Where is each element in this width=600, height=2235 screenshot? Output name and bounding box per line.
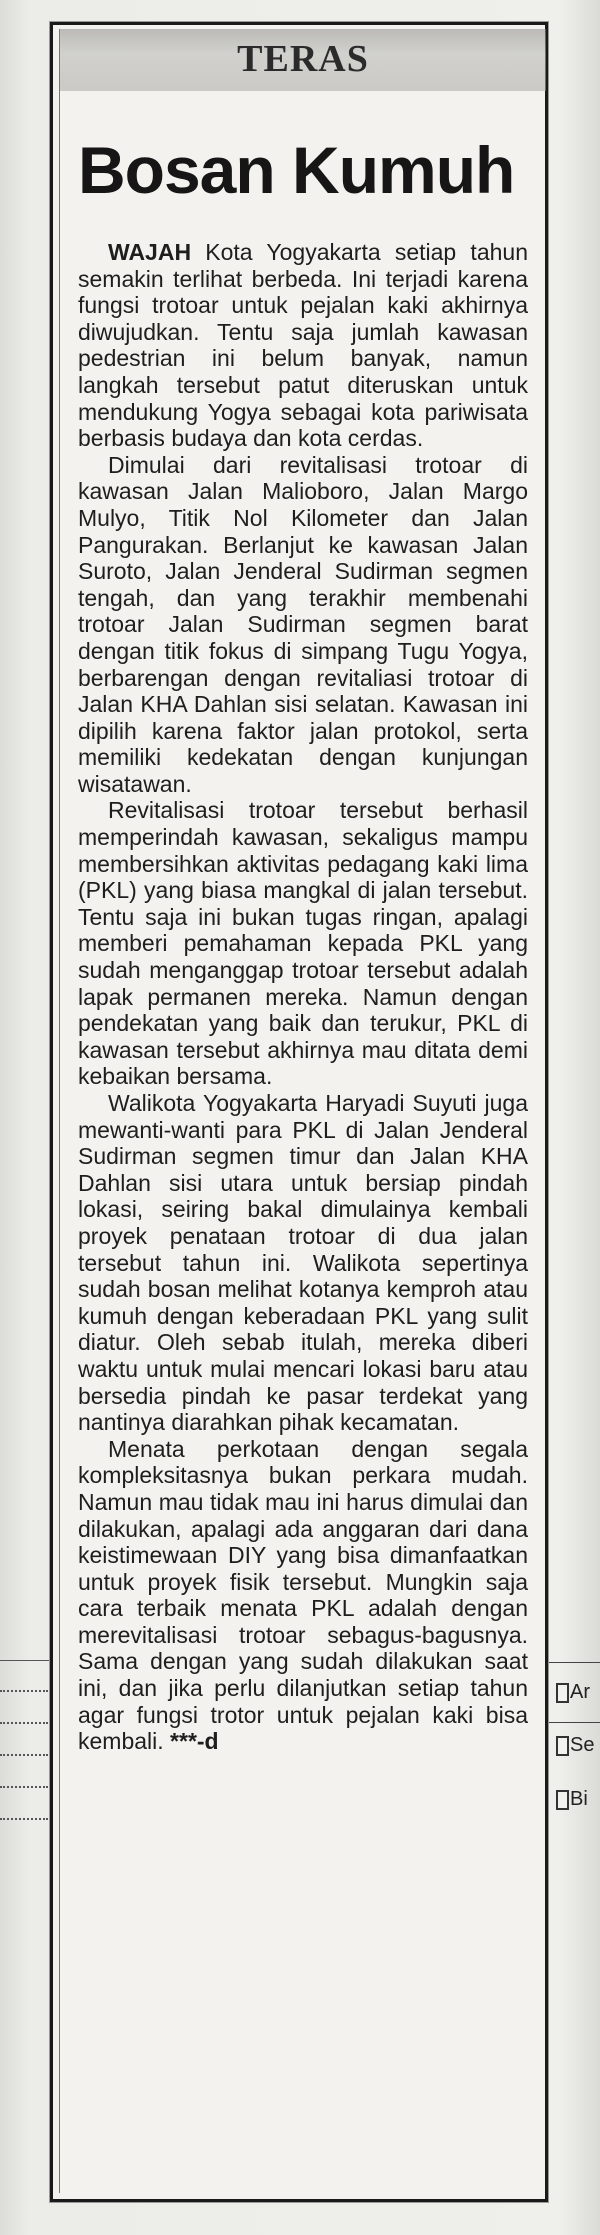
side-fragment-label: Ar: [570, 1681, 590, 1703]
author-signature: ***-d: [170, 1728, 219, 1755]
headline: Bosan Kumuh: [78, 133, 515, 207]
paragraph-4: Walikota Yogyakarta Haryadi Suyuti juga mewanti-wanti para PKL di Jalan Jenderal Sudirman segmen timur dan Jalan KHA Dahlan sisi utara untuk bersiap pindah lokasi, seiring bakal dimulainya kembali proyek penataan trotoar di dua jalan tersebut tahun ini. Walikota sepertinya sudah bosan melihat kotanya kemproh atau kumuh dengan keberadaan PKL yang sulit diatur. Oleh sebab itulah, mereka diberi waktu untuk mulai mencari lokasi baru atau bersedia pindah ke pasar terdekat yang nantinya diarahkan pihak kecamatan.: [78, 1090, 528, 1436]
rubric-title: TERAS: [237, 38, 369, 80]
side-fragment-label: Bi: [570, 1788, 588, 1810]
right-rule: [548, 1662, 600, 1663]
checkbox-icon: [556, 1683, 569, 1703]
right-rule: [548, 1722, 600, 1723]
paragraph-1: [78, 239, 528, 452]
article-body: [78, 239, 528, 1755]
lead-word: WAJAH: [108, 239, 192, 265]
paragraph-3: Revitalisasi trotoar tersebut berhasil memperindah kawasan, sekaligus mampu membersihkan aktivitas pedagang kaki lima (PKL) yang biasa mangkal di jalan tersebut. Tentu saja ini bukan tugas ringan, apalagi memberi pemahaman kepada PKL yang sudah menganggap trotoar tersebut adalah lapak permanen mereka. Namun dengan pendekatan yang baik dan terukur, PKL di kawasan tersebut akhirnya mau ditata demi kebaikan bersama.: [78, 797, 528, 1090]
checkbox-icon: [556, 1790, 569, 1810]
paragraph-2: Dimulai dari revitalisasi trotoar di kawasan Jalan Malioboro, Jalan Margo Mulyo, Titik Nol Kilometer dan Jalan Pangurakan. Berlanjut ke kawasan Jalan Suroto, Jalan Jenderal Sudirman segmen tengah, dan yang terakhir membenahi trotoar Jalan Sudirman segmen barat dengan titik fokus di simpang Tugu Yogya, berbarengan dengan revitaliasi trotoar di Jalan KHA Dahlan sisi selatan. Kawasan ini dipilih karena faktor jalan protokol, serta memiliki kedekatan dengan kunjungan wisatawan.: [78, 451, 528, 797]
left-dotted-leader: [0, 1786, 48, 1788]
left-dotted-leader: [0, 1818, 48, 1820]
left-rule: [0, 1660, 50, 1661]
left-dotted-leader: [0, 1754, 48, 1756]
paragraph-5: [78, 1436, 528, 1755]
paragraph-text: Kota Yogyakarta setiap tahun semakin terlihat berbeda. Ini terjadi karena fungsi trotoar untuk pejalan kaki akhirnya diwujudkan. Tentu saja jumlah kawasan pedestrian ini belum banyak, namun langkah tersebut patut diteruskan untuk mendukung Yogya sebagai kota pariwisata berbasis budaya dan kota cerdas.: [78, 239, 528, 452]
paragraph-text: Menata perkotaan dengan segala kompleksitasnya bukan perkara mudah. Namun mau tidak mau ini harus dimulai dan dilakukan, apalagi ada anggaran dari dana keistimewaan DIY yang bisa dimanfaatkan untuk proyek fisik tersebut. Mungkin saja cara terbaik menata PKL adalah dengan merevitalisasi trotoar sebagus-bagusnya. Sama dengan yang sudah dilakukan saat ini, dan jika perlu dilanjutkan setiap tahun agar fungsi trotor untuk pejalan kaki bisa kembali.: [78, 1435, 528, 1755]
left-dotted-leader: [0, 1690, 48, 1692]
side-fragment-label: Se: [570, 1734, 595, 1756]
checkbox-icon: [556, 1736, 569, 1756]
clipping-inner: [59, 29, 539, 2193]
newspaper-clipping: [50, 22, 548, 2202]
left-dotted-leader: [0, 1722, 48, 1724]
